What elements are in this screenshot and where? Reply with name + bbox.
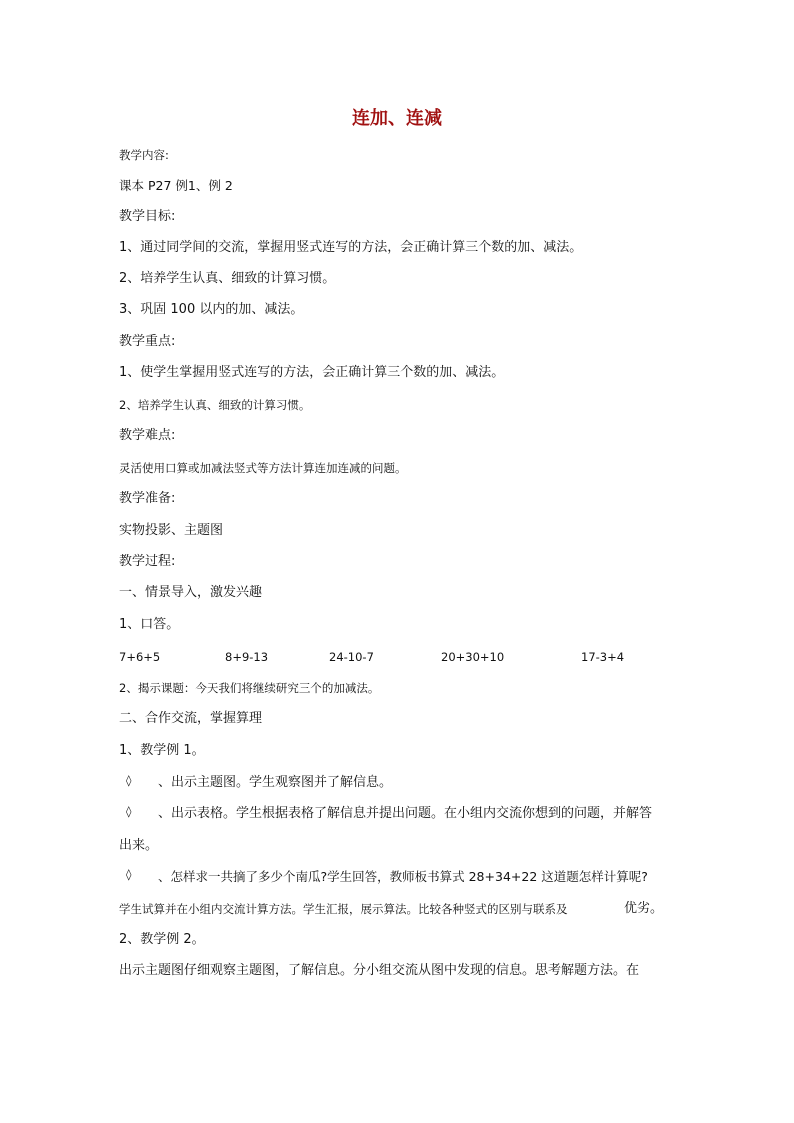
calc-item: 24-10-7	[329, 650, 374, 664]
part1-item1: 1、口答。	[119, 617, 180, 632]
diamond-bullet-icon: ◊	[126, 805, 132, 818]
key-1: 1、使学生掌握用竖式连写的方法，会正确计算三个数的加、减法。	[119, 365, 505, 380]
calc-item: 20+30+10	[441, 650, 505, 664]
last-line: 出示主题图仔细观察主题图，了解信息。分小组交流从图中发现的信息。思考解题方法。在	[119, 963, 640, 978]
prep-text: 实物投影、主题图	[119, 523, 224, 538]
goal-3: 3、巩固 100 以内的加、减法。	[119, 302, 304, 317]
step-2-a: 、出示表格。学生根据表格了解信息并提出问题。在小组内交流你想到的问题，并解答	[158, 806, 653, 821]
process-label: 教学过程:	[119, 554, 176, 569]
key-label: 教学重点:	[119, 334, 176, 349]
page-title: 连加、连减	[352, 108, 442, 129]
prep-label: 教学准备:	[119, 491, 176, 506]
part1-item2: 2、揭示课题：今天我们将继续研究三个的加减法。	[119, 681, 380, 695]
part2-title: 二、合作交流，掌握算理	[119, 711, 263, 726]
calc-item: 17-3+4	[581, 650, 625, 664]
step-2-b: 出来。	[119, 838, 159, 853]
calc-item: 8+9-13	[225, 650, 269, 664]
content-label: 教学内容:	[119, 148, 169, 162]
diamond-bullet-icon: ◊	[126, 774, 132, 787]
goals-label: 教学目标:	[119, 209, 176, 224]
key-2: 2、培养学生认真、细致的计算习惯。	[119, 398, 311, 412]
difficulty-text: 灵活使用口算或加减法竖式等方法计算连加连减的问题。	[119, 461, 407, 475]
step-3-b: 学生试算并在小组内交流计算方法。学生汇报，展示算法。比较各种竖式的区别与联系及	[119, 902, 568, 916]
part1-title: 一、情景导入，激发兴趣	[119, 585, 263, 600]
part2-item1: 1、教学例 1。	[119, 743, 205, 758]
goal-2: 2、培养学生认真、细致的计算习惯。	[119, 271, 336, 286]
step-3-c: 优劣。	[624, 901, 664, 916]
part2-item2: 2、教学例 2。	[119, 932, 205, 947]
goal-1: 1、通过同学间的交流，掌握用竖式连写的方法，会正确计算三个数的加、减法。	[119, 240, 583, 255]
step-3: 、怎样求一共摘了多少个南瓜?学生回答，教师板书算式 28+34+22 这道题怎样计算呢?	[158, 869, 648, 884]
diamond-bullet-icon: ◊	[126, 868, 132, 881]
difficulty-label: 教学难点:	[119, 428, 176, 443]
calc-item: 7+6+5	[119, 650, 161, 664]
step-1: 、出示主题图。学生观察图并了解信息。	[158, 775, 393, 790]
content-text: 课本 P27 例1、例 2	[119, 178, 233, 193]
